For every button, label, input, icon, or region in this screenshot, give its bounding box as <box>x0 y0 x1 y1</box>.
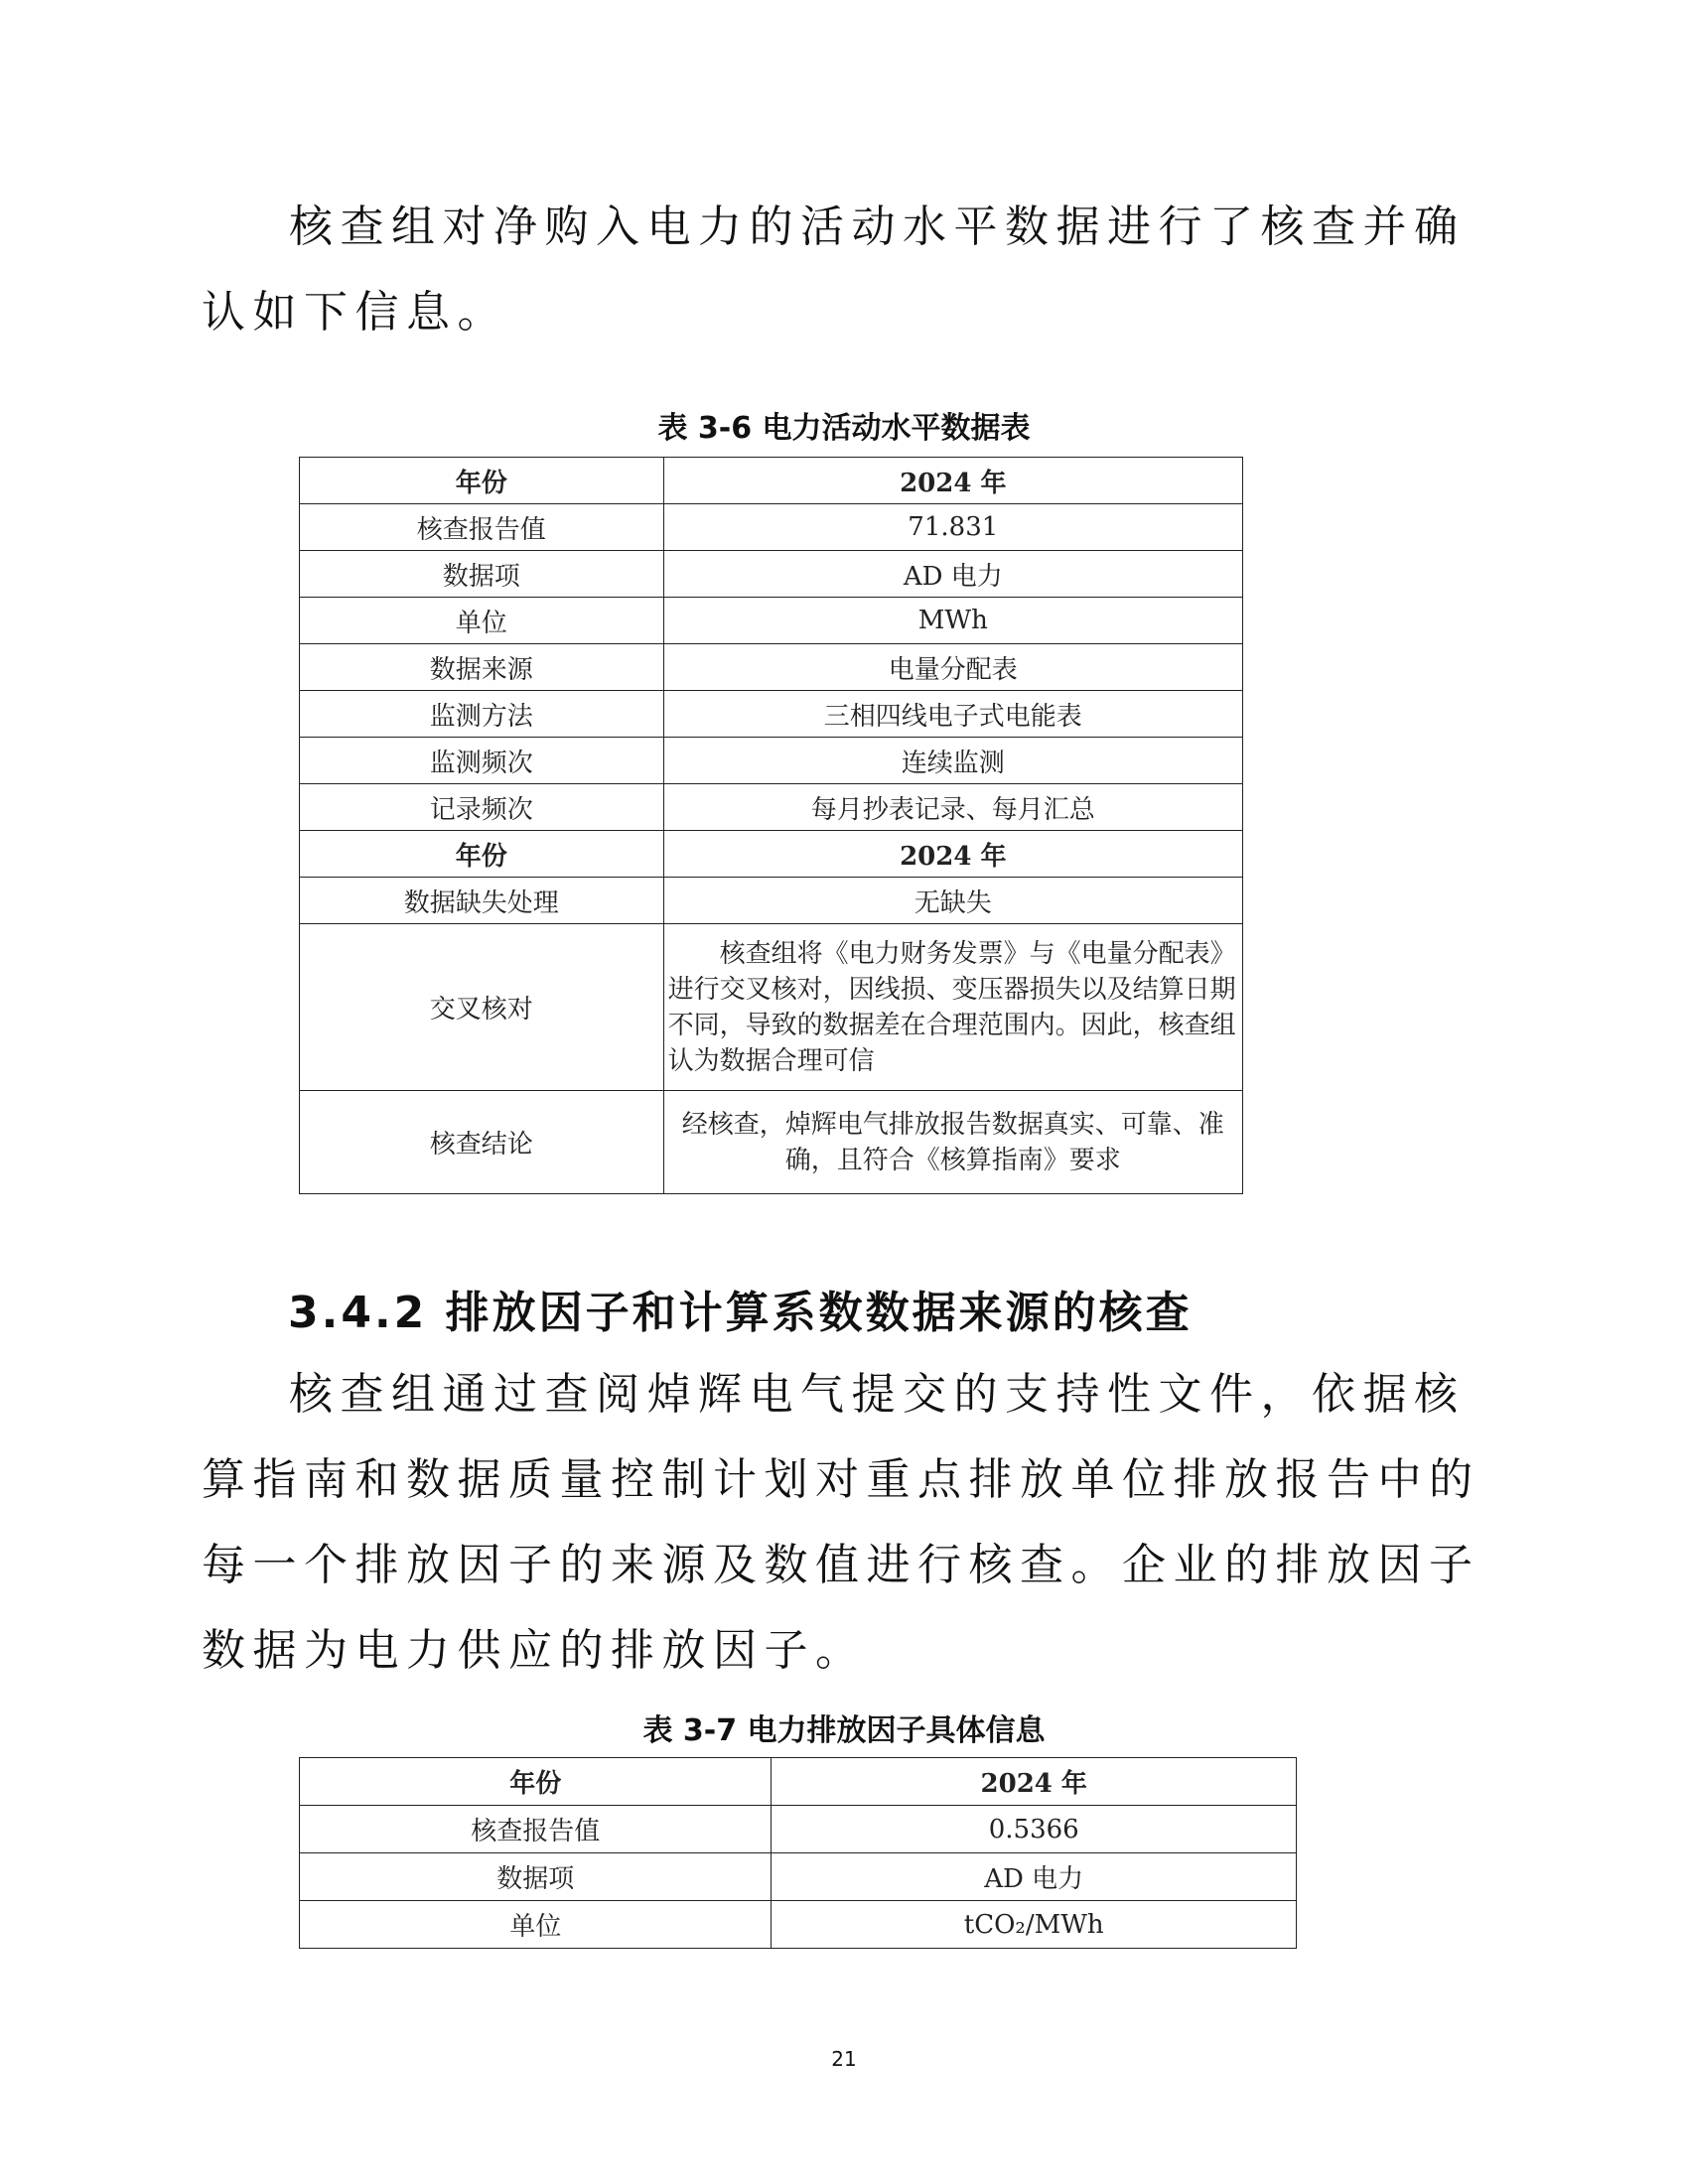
table-cell-label: 数据项 <box>300 551 664 598</box>
table-cell-value: 经核查，焯辉电气排放报告数据真实、可靠、准确，且符合《核算指南》要求 <box>663 1091 1242 1194</box>
intro-paragraph: 核查组对净购入电力的活动水平数据进行了核查并确认如下信息。 <box>202 202 1466 338</box>
table-row <box>300 691 1243 738</box>
table-row <box>300 1806 1297 1853</box>
table-cell-value: tCO₂/MWh <box>772 1901 1297 1949</box>
table-cell-label: 单位 <box>300 598 664 644</box>
table-cell-label: 核查报告值 <box>300 504 664 551</box>
table-row <box>300 458 1243 504</box>
table-cell-label: 年份 <box>300 1758 772 1806</box>
section-heading: 3.4.2 排放因子和计算系数数据来源的核查 <box>288 1288 1193 1338</box>
table-cell-value: AD 电力 <box>772 1853 1297 1901</box>
table-cell-label: 单位 <box>300 1901 772 1949</box>
section-paragraph: 核查组通过查阅焯辉电气提交的支持性文件，依据核算指南和数据质量控制计划对重点排放单位排放报告中的每一个排放因子的来源及数值进行核查。企业的排放因子数据为电力供应的排放因子。 <box>202 1369 1480 1676</box>
table-row <box>300 644 1243 691</box>
table-row <box>300 504 1243 551</box>
table-cell-value: 2024 年 <box>663 458 1242 504</box>
table-cell-value: AD 电力 <box>663 551 1242 598</box>
table-cell-label: 记录频次 <box>300 784 664 831</box>
table-row <box>300 784 1243 831</box>
table-row <box>300 878 1243 924</box>
table-row <box>300 1091 1243 1194</box>
table-cell-value: 连续监测 <box>663 738 1242 784</box>
table-cell-label: 年份 <box>300 831 664 878</box>
table-row <box>300 1758 1297 1806</box>
table-cell-label: 年份 <box>300 458 664 504</box>
table-cell-label: 数据项 <box>300 1853 772 1901</box>
table-3-7 <box>299 1757 1297 1949</box>
table-row <box>300 551 1243 598</box>
table-cell-value: 每月抄表记录、每月汇总 <box>663 784 1242 831</box>
page-number: 21 <box>831 2047 857 2071</box>
table-cell-value: 电量分配表 <box>663 644 1242 691</box>
table-cell-label: 数据缺失处理 <box>300 878 664 924</box>
table-3-7-caption: 表 3-7 电力排放因子具体信息 <box>642 1713 1046 1748</box>
table-row <box>300 1853 1297 1901</box>
table-row <box>300 598 1243 644</box>
table-cell-label: 核查结论 <box>300 1091 664 1194</box>
table-cell-value: MWh <box>663 598 1242 644</box>
table-cell-label: 交叉核对 <box>300 924 664 1091</box>
table-cell-value: 2024 年 <box>772 1758 1297 1806</box>
table-cell-label: 监测方法 <box>300 691 664 738</box>
table-row <box>300 924 1243 1091</box>
table-cell-label: 核查报告值 <box>300 1806 772 1853</box>
table-row <box>300 738 1243 784</box>
table-3-6 <box>299 457 1243 1194</box>
table-cell-value: 0.5366 <box>772 1806 1297 1853</box>
table-cell-value: 无缺失 <box>663 878 1242 924</box>
table-row <box>300 831 1243 878</box>
table-cell-value: 三相四线电子式电能表 <box>663 691 1242 738</box>
table-cell-value: 核查组将《电力财务发票》与《电量分配表》进行交叉核对，因线损、变压器损失以及结算日期不同，导致的数据差在合理范围内。因此，核查组认为数据合理可信 <box>663 924 1242 1091</box>
table-cell-value: 2024 年 <box>663 831 1242 878</box>
table-3-6-caption: 表 3-6 电力活动水平数据表 <box>657 411 1031 446</box>
table-cell-label: 数据来源 <box>300 644 664 691</box>
table-row <box>300 1901 1297 1949</box>
table-cell-label: 监测频次 <box>300 738 664 784</box>
table-cell-value: 71.831 <box>663 504 1242 551</box>
